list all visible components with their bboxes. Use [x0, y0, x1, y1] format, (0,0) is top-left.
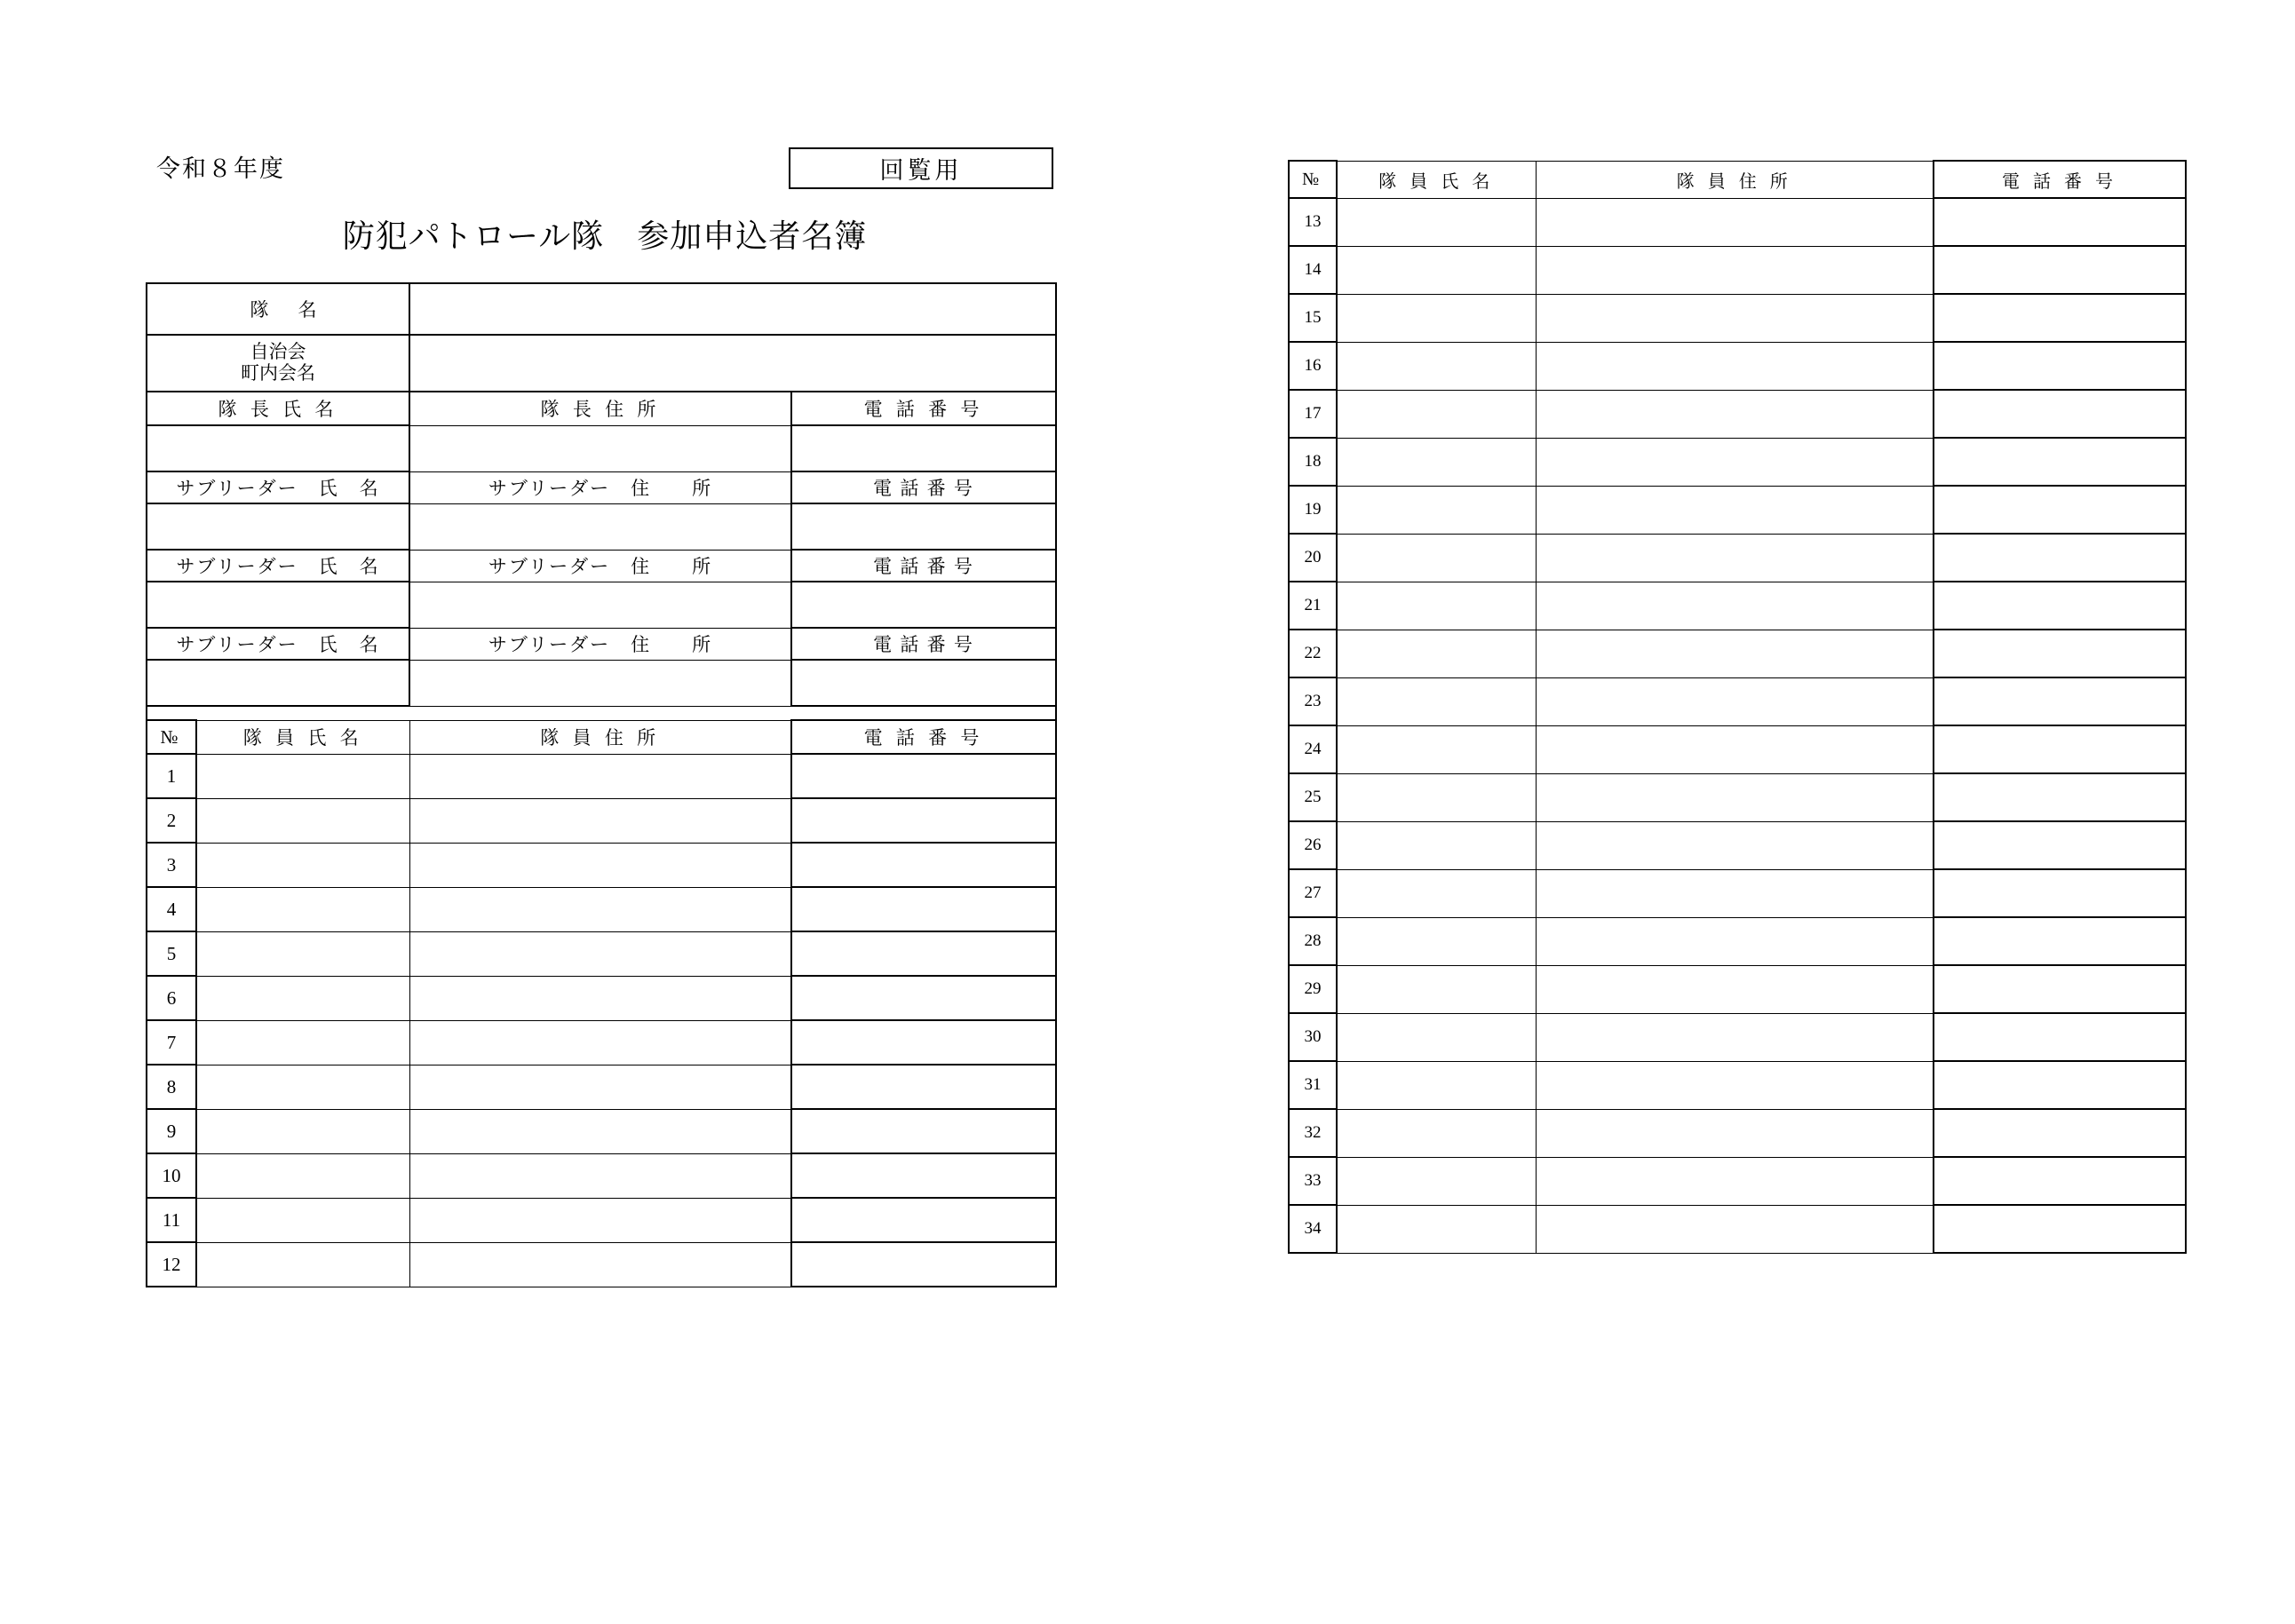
section-gap — [147, 706, 1056, 720]
left-form-table — [146, 282, 1057, 1287]
row-number: 28 — [1289, 917, 1337, 965]
leader-name-input[interactable] — [147, 425, 409, 471]
table-row — [1289, 1157, 2186, 1205]
row-address-input[interactable] — [1536, 677, 1934, 725]
row-name-input[interactable] — [196, 1198, 409, 1242]
row-number: 34 — [1289, 1205, 1337, 1253]
row-tel-input[interactable] — [1934, 486, 2186, 534]
row-number: 29 — [1289, 965, 1337, 1013]
row-tel-input[interactable] — [1934, 965, 2186, 1013]
table-row — [147, 1198, 1056, 1242]
row-name-input[interactable] — [196, 1242, 409, 1287]
row-address-input[interactable] — [1536, 965, 1934, 1013]
right-members-table — [1288, 160, 2187, 1254]
subleader3-name-input[interactable] — [147, 660, 409, 706]
row-tel-input[interactable] — [1934, 1061, 2186, 1109]
row-number: 7 — [147, 1020, 196, 1065]
row-address-input[interactable] — [1536, 1013, 1934, 1061]
row-tel-input[interactable] — [1934, 582, 2186, 630]
row-number: 4 — [147, 887, 196, 931]
row-tel-input[interactable] — [1934, 342, 2186, 390]
members-header-row — [1289, 161, 2186, 198]
row-name-input[interactable] — [1337, 294, 1536, 342]
row-number: 18 — [1289, 438, 1337, 486]
subleader3-header-row — [147, 628, 1056, 660]
row-tel-input[interactable] — [791, 1020, 1056, 1065]
leader-entry-row — [147, 425, 1056, 471]
members-tel-header: 電 話 番 号 — [791, 720, 1056, 754]
right-page — [1288, 160, 2185, 1254]
circulation-badge: 回覧用 — [789, 147, 1053, 189]
table-row — [147, 1065, 1056, 1109]
row-tel-input[interactable] — [791, 1109, 1056, 1153]
association-label-line1: 自治会 — [250, 341, 306, 363]
table-row — [1289, 725, 2186, 773]
row-name-input[interactable] — [196, 1153, 409, 1198]
row-tel-input[interactable] — [791, 931, 1056, 976]
table-row — [147, 754, 1056, 798]
subleader1-entry-row — [147, 503, 1056, 550]
row-address-input[interactable] — [409, 1020, 791, 1065]
row-name-input[interactable] — [1337, 390, 1536, 438]
row-address-input[interactable] — [1536, 582, 1934, 630]
row-name-input[interactable] — [1337, 965, 1536, 1013]
row-tel-input[interactable] — [791, 1242, 1056, 1287]
row-tel-input[interactable] — [1934, 390, 2186, 438]
row-number: 20 — [1289, 534, 1337, 582]
subleader2-name-header: サブリーダー 氏 名 — [147, 550, 409, 582]
row-number: 11 — [147, 1198, 196, 1242]
row-address-input[interactable] — [409, 754, 791, 798]
table-row — [1289, 294, 2186, 342]
year-label: 令和８年度 — [156, 155, 285, 182]
row-tel-input[interactable] — [1934, 630, 2186, 677]
row-number: 22 — [1289, 630, 1337, 677]
row-address-input[interactable] — [1536, 294, 1934, 342]
row-name-input[interactable] — [1337, 725, 1536, 773]
row-address-input[interactable] — [1536, 725, 1934, 773]
members-address-header: 隊 員 住 所 — [1536, 161, 1934, 198]
table-row — [1289, 438, 2186, 486]
row-address-input[interactable] — [409, 1153, 791, 1198]
row-address-input[interactable] — [409, 798, 791, 843]
row-tel-input[interactable] — [1934, 438, 2186, 486]
row-number: 8 — [147, 1065, 196, 1109]
row-number: 31 — [1289, 1061, 1337, 1109]
members-tel-header: 電 話 番 号 — [1934, 161, 2186, 198]
row-number: 23 — [1289, 677, 1337, 725]
row-address-input[interactable] — [1536, 630, 1934, 677]
table-row — [1289, 1205, 2186, 1253]
table-row — [147, 1242, 1056, 1287]
row-name-input[interactable] — [196, 843, 409, 887]
row-name-input[interactable] — [1337, 917, 1536, 965]
table-row — [1289, 773, 2186, 821]
subleader1-name-input[interactable] — [147, 503, 409, 550]
row-name-input[interactable] — [1337, 342, 1536, 390]
members-header-row — [147, 720, 1056, 754]
row-tel-input[interactable] — [1934, 677, 2186, 725]
row-tel-input[interactable] — [1934, 294, 2186, 342]
row-address-input[interactable] — [409, 1065, 791, 1109]
leader-tel-input[interactable] — [791, 425, 1056, 471]
association-label — [147, 335, 409, 392]
row-number: 32 — [1289, 1109, 1337, 1157]
members-name-header: 隊 員 氏 名 — [1337, 161, 1536, 198]
row-address-input[interactable] — [409, 1198, 791, 1242]
row-name-input[interactable] — [1337, 869, 1536, 917]
row-number: 33 — [1289, 1157, 1337, 1205]
row-name-input[interactable] — [1337, 1205, 1536, 1253]
row-name-input[interactable] — [196, 754, 409, 798]
association-input[interactable] — [409, 335, 1056, 392]
subleader1-header-row — [147, 471, 1056, 503]
subleader1-address-header: サブリーダー 住 所 — [409, 471, 791, 503]
subleader2-tel-header: 電 話 番 号 — [791, 550, 1056, 582]
row-name-input[interactable] — [196, 798, 409, 843]
row-address-input[interactable] — [1536, 1205, 1934, 1253]
row-name-input[interactable] — [196, 931, 409, 976]
row-name-input[interactable] — [1337, 1061, 1536, 1109]
row-name-input[interactable] — [1337, 630, 1536, 677]
table-row — [1289, 1109, 2186, 1157]
row-name-input[interactable] — [196, 976, 409, 1020]
table-row — [147, 1109, 1056, 1153]
table-row — [1289, 246, 2186, 294]
table-row — [147, 887, 1056, 931]
members-address-header: 隊 員 住 所 — [409, 720, 791, 754]
row-tel-input[interactable] — [791, 887, 1056, 931]
subleader1-tel-header: 電 話 番 号 — [791, 471, 1056, 503]
section-gap-cell — [147, 706, 1056, 720]
row-number: 21 — [1289, 582, 1337, 630]
table-row — [1289, 1013, 2186, 1061]
row-tel-input[interactable] — [1934, 773, 2186, 821]
subleader2-entry-row — [147, 582, 1056, 628]
row-name-input[interactable] — [1337, 1157, 1536, 1205]
row-address-input[interactable] — [1536, 917, 1934, 965]
row-address-input[interactable] — [409, 1109, 791, 1153]
row-tel-input[interactable] — [791, 754, 1056, 798]
table-row — [147, 1020, 1056, 1065]
subleader2-header-row — [147, 550, 1056, 582]
row-number: 26 — [1289, 821, 1337, 869]
table-row — [147, 798, 1056, 843]
table-row — [1289, 677, 2186, 725]
row-number: 9 — [147, 1109, 196, 1153]
row-tel-input[interactable] — [1934, 725, 2186, 773]
subleader3-entry-row — [147, 660, 1056, 706]
row-number: 3 — [147, 843, 196, 887]
row-name-input[interactable] — [196, 1109, 409, 1153]
row-address-input[interactable] — [1536, 342, 1934, 390]
table-row — [147, 1153, 1056, 1198]
table-row — [1289, 630, 2186, 677]
leader-header-row — [147, 392, 1056, 425]
row-tel-input[interactable] — [791, 1065, 1056, 1109]
subleader3-name-header: サブリーダー 氏 名 — [147, 628, 409, 660]
table-row — [147, 843, 1056, 887]
subleader3-address-input[interactable] — [409, 660, 791, 706]
row-address-input[interactable] — [409, 1242, 791, 1287]
subleader2-address-input[interactable] — [409, 582, 791, 628]
row-address-input[interactable] — [409, 843, 791, 887]
association-label-line2: 町内会名 — [241, 362, 315, 384]
subleader1-name-header: サブリーダー 氏 名 — [147, 471, 409, 503]
leader-address-header: 隊 長 住 所 — [409, 392, 791, 425]
row-address-input[interactable] — [1536, 246, 1934, 294]
team-name-label: 隊 名 — [147, 283, 409, 335]
row-address-input[interactable] — [409, 931, 791, 976]
row-number: 13 — [1289, 198, 1337, 246]
row-number: 24 — [1289, 725, 1337, 773]
row-tel-input[interactable] — [1934, 198, 2186, 246]
team-name-row — [147, 283, 1056, 335]
row-name-input[interactable] — [196, 1065, 409, 1109]
row-number: 15 — [1289, 294, 1337, 342]
row-number: 27 — [1289, 869, 1337, 917]
row-tel-input[interactable] — [1934, 821, 2186, 869]
row-address-input[interactable] — [1536, 869, 1934, 917]
row-address-input[interactable] — [1536, 1061, 1934, 1109]
row-address-input[interactable] — [1536, 1157, 1934, 1205]
row-address-input[interactable] — [1536, 198, 1934, 246]
row-address-input[interactable] — [1536, 534, 1934, 582]
table-row — [1289, 965, 2186, 1013]
row-name-input[interactable] — [1337, 677, 1536, 725]
row-number: 2 — [147, 798, 196, 843]
row-address-input[interactable] — [1536, 1109, 1934, 1157]
row-tel-input[interactable] — [1934, 917, 2186, 965]
row-name-input[interactable] — [196, 1020, 409, 1065]
subleader1-address-input[interactable] — [409, 503, 791, 550]
row-tel-input[interactable] — [791, 1153, 1056, 1198]
row-tel-input[interactable] — [1934, 1205, 2186, 1253]
row-tel-input[interactable] — [1934, 246, 2186, 294]
row-name-input[interactable] — [1337, 534, 1536, 582]
row-number: 12 — [147, 1242, 196, 1287]
table-row — [1289, 1061, 2186, 1109]
row-number: 19 — [1289, 486, 1337, 534]
table-row — [1289, 582, 2186, 630]
row-number: 17 — [1289, 390, 1337, 438]
row-address-input[interactable] — [1536, 773, 1934, 821]
row-tel-input[interactable] — [791, 843, 1056, 887]
table-row — [147, 976, 1056, 1020]
row-tel-input[interactable] — [791, 798, 1056, 843]
row-name-input[interactable] — [1337, 582, 1536, 630]
table-row — [1289, 342, 2186, 390]
row-number: 14 — [1289, 246, 1337, 294]
left-page — [0, 0, 1137, 1624]
row-name-input[interactable] — [1337, 246, 1536, 294]
row-name-input[interactable] — [196, 887, 409, 931]
members-no-header: № — [147, 720, 196, 754]
row-name-input[interactable] — [1337, 486, 1536, 534]
row-address-input[interactable] — [409, 887, 791, 931]
page-title: 防犯パトロール隊 参加申込者名簿 — [342, 218, 868, 254]
row-tel-input[interactable] — [1934, 1157, 2186, 1205]
subleader3-address-header: サブリーダー 住 所 — [409, 628, 791, 660]
table-row — [147, 931, 1056, 976]
row-tel-input[interactable] — [791, 976, 1056, 1020]
leader-address-input[interactable] — [409, 425, 791, 471]
table-row — [1289, 198, 2186, 246]
subleader1-tel-input[interactable] — [791, 503, 1056, 550]
row-number: 30 — [1289, 1013, 1337, 1061]
row-address-input[interactable] — [1536, 821, 1934, 869]
subleader3-tel-input[interactable] — [791, 660, 1056, 706]
row-address-input[interactable] — [409, 976, 791, 1020]
subleader3-tel-header: 電 話 番 号 — [791, 628, 1056, 660]
subleader2-name-input[interactable] — [147, 582, 409, 628]
subleader2-address-header: サブリーダー 住 所 — [409, 550, 791, 582]
members-name-header: 隊 員 氏 名 — [196, 720, 409, 754]
row-number: 25 — [1289, 773, 1337, 821]
team-name-input[interactable] — [409, 283, 1056, 335]
table-row — [1289, 390, 2186, 438]
row-name-input[interactable] — [1337, 821, 1536, 869]
row-address-input[interactable] — [1536, 438, 1934, 486]
row-address-input[interactable] — [1536, 390, 1934, 438]
table-row — [1289, 821, 2186, 869]
row-number: 1 — [147, 754, 196, 798]
row-number: 10 — [147, 1153, 196, 1198]
row-tel-input[interactable] — [791, 1198, 1056, 1242]
members-no-header: № — [1289, 161, 1337, 198]
table-row — [1289, 486, 2186, 534]
table-row — [1289, 869, 2186, 917]
row-tel-input[interactable] — [1934, 869, 2186, 917]
row-name-input[interactable] — [1337, 1013, 1536, 1061]
row-name-input[interactable] — [1337, 198, 1536, 246]
leader-name-header: 隊 長 氏 名 — [147, 392, 409, 425]
row-tel-input[interactable] — [1934, 1013, 2186, 1061]
row-number: 16 — [1289, 342, 1337, 390]
row-address-input[interactable] — [1536, 486, 1934, 534]
association-row — [147, 335, 1056, 392]
leader-tel-header: 電 話 番 号 — [791, 392, 1056, 425]
row-name-input[interactable] — [1337, 1109, 1536, 1157]
row-name-input[interactable] — [1337, 438, 1536, 486]
row-tel-input[interactable] — [1934, 1109, 2186, 1157]
row-number: 6 — [147, 976, 196, 1020]
table-row — [1289, 534, 2186, 582]
table-row — [1289, 917, 2186, 965]
subleader2-tel-input[interactable] — [791, 582, 1056, 628]
row-number: 5 — [147, 931, 196, 976]
row-name-input[interactable] — [1337, 773, 1536, 821]
row-tel-input[interactable] — [1934, 534, 2186, 582]
